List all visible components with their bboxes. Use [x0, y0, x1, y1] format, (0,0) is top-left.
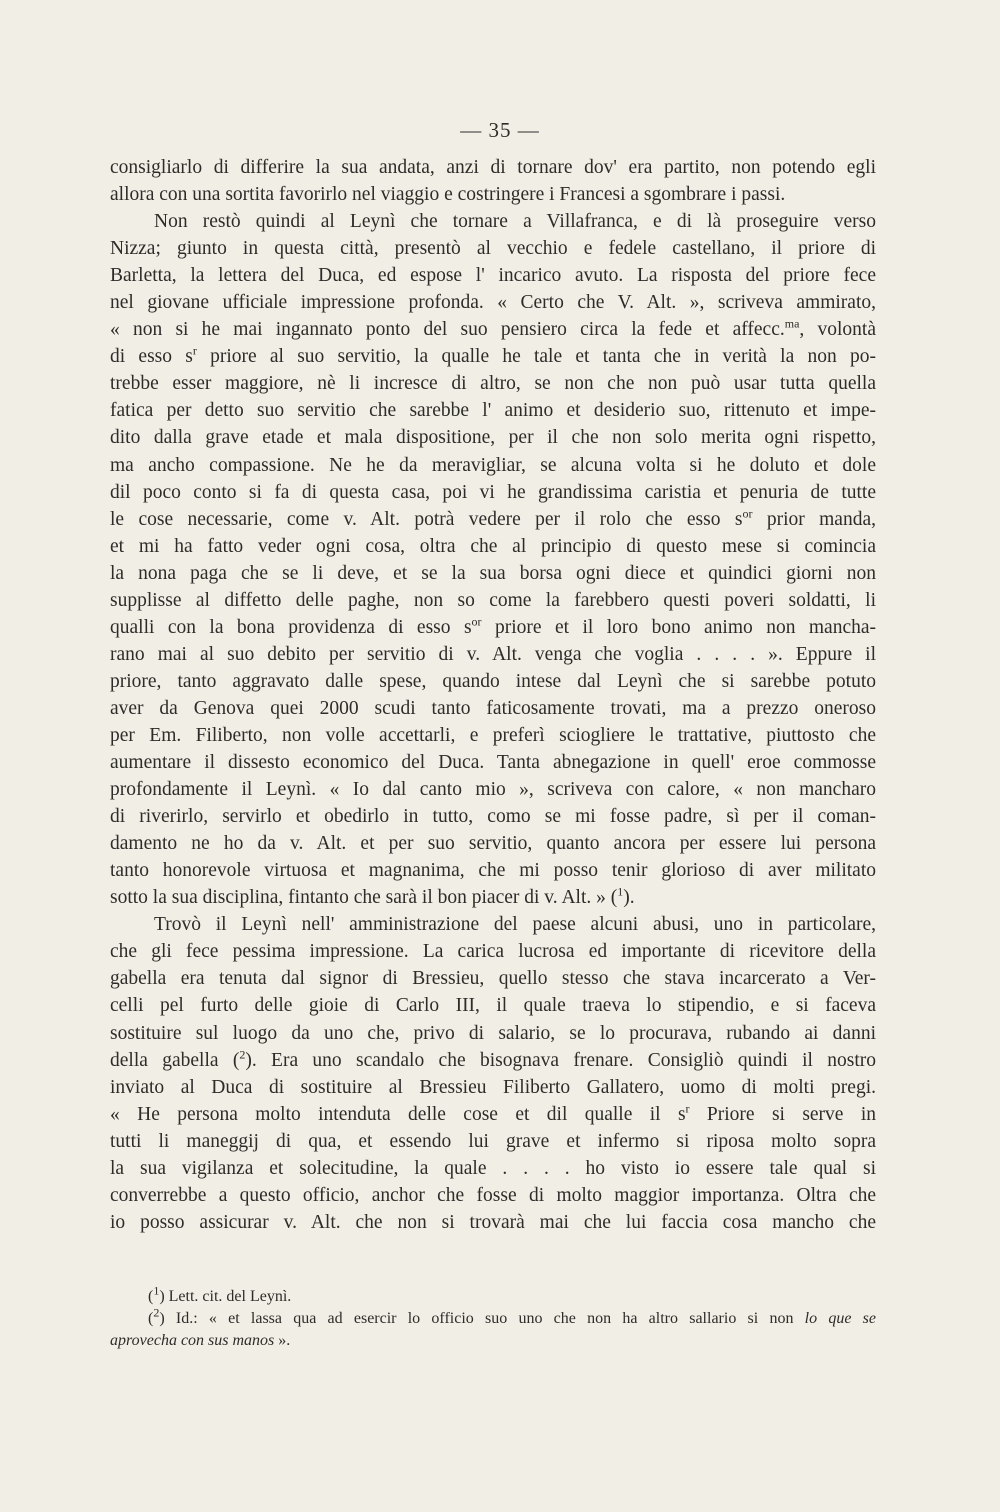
text-line: sostituire sul luogo da uno che, privo di salario, se lo procurava, rubando ai danni — [110, 1022, 876, 1044]
text-line: et mi ha fatto veder ogni cosa, oltra che al principio di questo mese si comincia — [110, 535, 876, 557]
text-line: damento ne ho da v. Alt. et per suo servitio, quanto ancora per essere lui persona — [110, 833, 876, 855]
text-line — [110, 506, 876, 533]
footnote-mark: 1 — [153, 1283, 160, 1298]
text-line: ma ancho compassione. Ne he da meravigliar, se alcuna volta si he doluto et dole — [110, 454, 876, 476]
footnotes — [110, 1283, 877, 1352]
superscript: or — [742, 506, 753, 521]
footnote-text: Lett. cit. del Leynì. — [168, 1288, 292, 1305]
text-segment: della gabella ( — [110, 1049, 240, 1071]
text-line: Non restò quindi al Leynì che tornare a Villafranca, e di là proseguire verso — [154, 211, 876, 233]
text-segment: Priore si serve in — [689, 1103, 876, 1125]
text-segment: di esso s — [110, 346, 193, 368]
text-line — [110, 884, 876, 911]
footnote-ref: 2 — [239, 1047, 246, 1062]
text-line: la sua vigilanza et solecitudine, la quale . . . . ho visto io essere tale qual si — [110, 1157, 876, 1179]
text-segment: le cose necessarie, come v. Alt. potrà vedere per il rolo che esso s — [110, 508, 743, 530]
text-line: per Em. Filiberto, non volle accettarli, e preferì sciogliere le trattative, piuttosto che — [110, 724, 876, 746]
superscript: r — [192, 343, 197, 358]
text-segment: , volontà — [799, 319, 876, 341]
text-line: supplisse al diffetto delle paghe, non so come la farebbero questi poveri soldatti, li — [110, 589, 876, 611]
text-segment: « non si he mai ingannato ponto del suo pensiero circa la fede et affecc. — [110, 319, 785, 341]
text-segment: qualli con la bona providenza di esso s — [110, 616, 472, 638]
text-line: Trovò il Leynì nell' amministrazione del paese alcuni abusi, uno in particolare, — [154, 914, 876, 936]
text-segment: ). Era uno scandalo che bisognava frenare. Consigliò quindi il nostro — [245, 1049, 876, 1071]
text-line — [110, 1101, 876, 1128]
text-line: aumentare il dissesto economico del Duca. Tanta abnegazione in quell' eroe commosse — [110, 752, 876, 774]
text-line: che gli fece pessima impressione. La carica lucrosa ed importante di ricevitore della — [110, 941, 876, 963]
text-line — [110, 1047, 876, 1074]
text-line: converrebbe a questo officio, anchor che fosse di molto maggior importanza. Oltra che — [110, 1184, 876, 1206]
text-line: fatica per detto suo servitio che sarebbe l' animo et desiderio suo, rittenuto et impe- — [110, 400, 876, 422]
text-line: inviato al Duca di sostituire al Bressieu Filiberto Gallatero, uomo di molti pregi. — [110, 1076, 876, 1098]
text-line: Barletta, la lettera del Duca, ed espose l' incarico avuto. La risposta del priore fece — [110, 265, 876, 287]
text-line: tutti li maneggij di qua, et essendo lui grave et infermo si riposa molto sopra — [110, 1130, 876, 1152]
footnote-2-continuation — [110, 1330, 876, 1352]
footnote-italic: aprovecha con sus manos — [110, 1332, 275, 1349]
footnote-ref: 1 — [617, 884, 624, 899]
footnote-text: Id.: « et lassa qua ad esercir lo officio suo uno che non ha altro sallario si non — [175, 1310, 805, 1327]
footnote-1: ($^1$) Lett. cit. del Leynì. — [148, 1283, 292, 1305]
text-line: priore, tanto aggravato dalle spese, quando intese dal Leynì che si sarebbe potuto — [110, 670, 876, 692]
text-line: dil poco conto si fa di questa casa, poi vi he grandissima caristia et penuria de tutte — [110, 481, 876, 503]
text-line: consigliarlo di differire la sua andata, anzi di tornare dov' era partito, non potendo egli — [110, 157, 876, 178]
superscript: or — [471, 614, 482, 629]
text-segment: ). — [623, 887, 635, 909]
footnote-italic: lo que se — [804, 1310, 877, 1327]
page-number: — 35 — — [460, 118, 540, 142]
text-segment: priore al suo servitio, la qualle he tale et tanta che in verità la non po- — [196, 346, 876, 368]
body-text — [110, 154, 876, 1236]
text-line: nel giovane ufficiale impressione profonda. « Certo che V. Alt. », scriveva ammirato, — [110, 292, 876, 314]
text-line — [110, 614, 876, 641]
footnote-2: ($^2$) Id.: « et lassa qua ad esercir lo officio suo uno che non ha altro sallario si non lo que se — [148, 1305, 877, 1327]
superscript: r — [685, 1101, 690, 1116]
text-line — [110, 316, 876, 343]
footnote-text: ». — [274, 1332, 291, 1349]
text-line: profondamente il Leynì. « Io dal canto mio », scriveva con calore, « non mancharo — [110, 779, 876, 801]
text-line: celli pel furto delle gioie di Carlo III, il quale traeva lo stipendio, e si faceva — [110, 995, 876, 1017]
text-segment: « He persona molto intenduta delle cose et dil qualle il s — [110, 1103, 686, 1125]
superscript: ma — [784, 316, 800, 331]
text-line: tanto honorevole virtuosa et magnanima, che mi posso tenir glorioso di aver militato — [110, 860, 876, 882]
text-line: di riverirlo, servirlo et obedirlo in tutto, como se mi fosse padre, sì per il coman- — [110, 806, 876, 828]
text-line: io posso assicurar v. Alt. che non si trovarà mai che lui faccia cosa mancho che — [110, 1211, 876, 1233]
text-line — [110, 343, 876, 370]
text-segment: prior manda, — [752, 508, 876, 530]
text-line: Nizza; giunto in questa città, presentò al vecchio e fedele castellano, il priore di — [110, 238, 876, 260]
text-line: dito dalla grave etade et mala dispositione, per il che non solo merita ogni rispetto, — [110, 427, 876, 449]
text-segment: priore et il loro bono animo non mancha- — [481, 616, 877, 638]
text-segment: sotto la sua disciplina, fintanto che sarà il bon piacer di v. Alt. » ( — [110, 887, 618, 909]
text-line: trebbe esser maggiore, nè li incresce di altro, se non che non può usar tutta quella — [110, 373, 876, 395]
text-line: aver da Genova quei 2000 scudi tanto faticosamente trovati, ma a prezzo oneroso — [110, 697, 876, 719]
footnote-mark: 2 — [153, 1305, 160, 1320]
text-line: la nona paga che se li deve, et se la sua borsa ogni diece et quindici giorni non — [110, 562, 876, 584]
text-line: rano mai al suo debito per servitio di v. Alt. venga che voglia . . . . ». Eppure il — [110, 643, 876, 665]
text-line: gabella era tenuta dal signor di Bressieu, quello stesso che stava incarcerato a Ver- — [110, 968, 876, 990]
text-line: allora con una sortita favorirlo nel viaggio e costringere i Francesi a sgombrare i passi. — [110, 184, 786, 206]
